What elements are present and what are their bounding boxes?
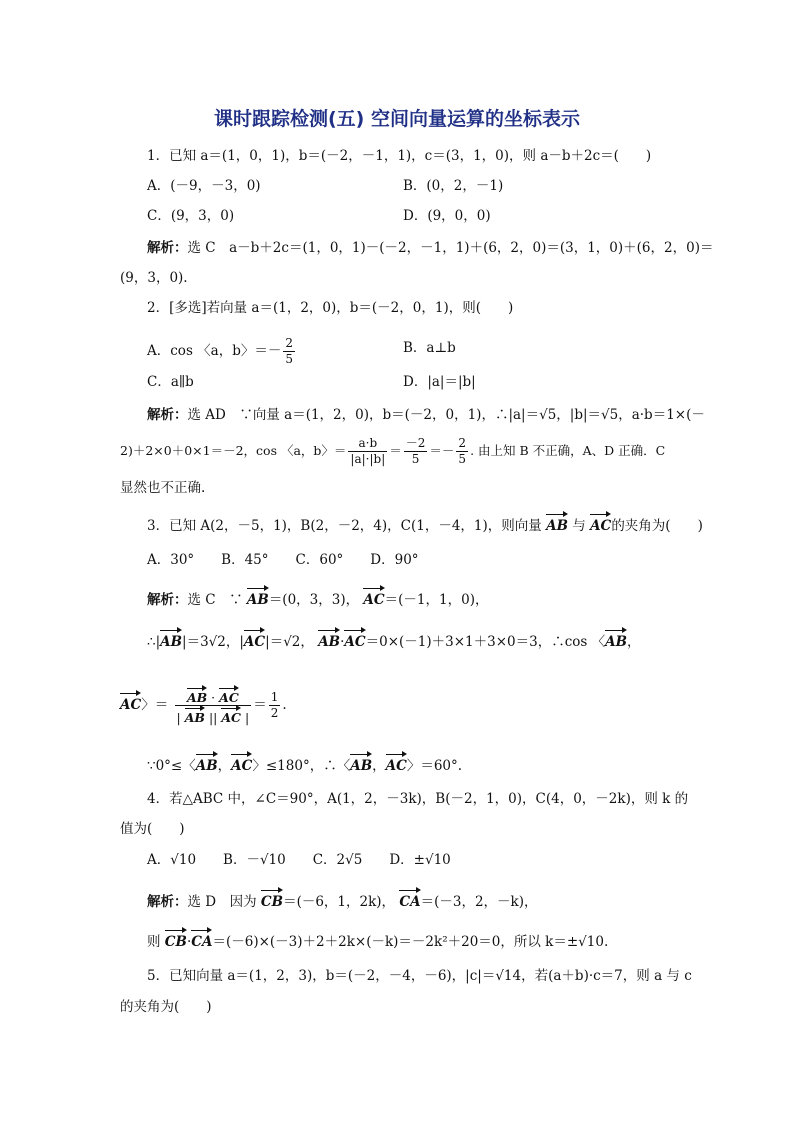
q2-fraction-2: $\frac{-2}{5}$	[405, 436, 426, 466]
q2-solution-line3: 显然也不正确.	[120, 480, 206, 496]
q2-option-c: C．a∥b	[147, 374, 194, 390]
q4-solution-line2: 则 CB·CA＝(－6)×(－3)＋2＋2k×(－k)＝－2k²＋20＝0，所以 k＝±√10.	[147, 928, 608, 952]
q4-options: A．√10 B．－√10 C．2√5 D．±√10	[147, 852, 451, 868]
q1-option-b: B．(0，2，－1)	[403, 178, 504, 194]
q1-option-a: A．(－9，－3，0)	[147, 178, 261, 194]
q2-fraction-1: $\frac{a\cdot b}{|a|\cdot|b|}$	[350, 436, 386, 466]
page-title: 课时跟踪检测(五) 空间向量运算的坐标表示	[214, 108, 580, 130]
q3-cos-fraction: $\frac{AB \cdot AC}{| AB || AC |}$	[175, 686, 252, 725]
q2-fraction-3: $\frac{2}{5}$	[458, 436, 467, 466]
q4-stem-line2: 值为( )	[120, 821, 185, 837]
q3-solution-line4: ∵0°≤〈AB，AC〉≤180°，∴〈AB，AC〉＝60°.	[147, 752, 462, 776]
vector-cb: CB	[261, 888, 283, 912]
q3-options: A．30° B．45° C．60° D．90°	[147, 552, 419, 568]
q2-solution-line1: 解析：选 AD ∵向量 a＝(1，2，0)，b＝(－2，0，1)，∴|a|＝√5，|b|＝√5，a·b＝1×(－	[147, 407, 705, 423]
q1-stem: 1．已知 a＝(1，0，1)，b＝(－2，－1，1)，c＝(3，1，0)，则 a－b＋2c＝( )	[147, 148, 652, 164]
q3-solution-line1: 解析：选 C ∵ AB＝(0，3，3)， AC＝(－1，1，0)，	[147, 586, 488, 610]
q1-solution-line2: (9，3，0).	[120, 270, 188, 286]
q1-solution-line1: 解析：选 C a－b＋2c＝(1，0，1)－(－2，－1，1)＋(6，2，0)＝(3，1，0)＋(6，2，0)＝	[147, 240, 714, 256]
q1-option-c: C．(9，3，0)	[147, 208, 235, 224]
q4-solution-line1: 解析：选 D 因为 CB＝(－6，1，2k)， CA＝(－3，2，－k)，	[147, 888, 538, 912]
q2-solution-line2: 2)＋2×0＋0×1＝－2，cos 〈a，b〉＝ $\frac{a\cdot b}{|a|\cdot|b|}$ ＝ $\frac{-2}{5}$ ＝－ $\frac{2}{5}$ . 由上知 B 不正确，A、D 正确．C	[120, 436, 666, 466]
q2-solution-label: 解析：	[147, 407, 188, 423]
q3-solution-line2: ∴|AB|＝3√2，|AC|＝√2， AB·AC＝0×(－1)＋3×1＋3×0＝3，∴cos 〈AB，	[147, 628, 641, 652]
vector-ca: CA	[399, 888, 420, 912]
q5-stem-line1: 5．已知向量 a＝(1，2，3)，b＝(－2，－4，－6)，|c|＝√14，若(a＋b)·c＝7，则 a 与 c	[147, 968, 692, 984]
q2-stem: 2．[多选]若向量 a＝(1，2，0)，b＝(－2，0，1)，则( )	[147, 300, 514, 316]
q2-option-a: A．cos 〈a，b〉＝－ $\frac{2}{5}$	[147, 336, 293, 366]
q1-solution-label: 解析：	[147, 240, 188, 256]
q3-solution-line3: AC〉＝ $\frac{AB \cdot AC}{| AB || AC |}$ ＝ $\frac{1}{2}$ .	[120, 686, 287, 725]
vector-ac: AC	[590, 512, 611, 536]
q3-stem: 3．已知 A(2，－5，1)，B(2，－2，4)，C(1，－4，1)，则向量 AB 与 AC的夹角为( )	[147, 512, 703, 536]
q4-stem-line1: 4．若△ABC 中，∠C＝90°，A(1，2，－3k)，B(－2，1，0)，C(4，0，－2k)，则 k 的	[147, 791, 689, 807]
q2-option-b: B．a⊥b	[403, 340, 456, 356]
q5-stem-line2: 的夹角为( )	[120, 999, 212, 1015]
q2-option-d: D．|a|＝|b|	[403, 374, 476, 390]
vector-ab: AB	[546, 512, 568, 536]
q1-option-d: D．(9，0，0)	[403, 208, 491, 224]
q2-option-a-fraction: $\frac{2}{5}$	[285, 336, 293, 366]
q3-result-fraction: $\frac{1}{2}$	[270, 690, 279, 720]
